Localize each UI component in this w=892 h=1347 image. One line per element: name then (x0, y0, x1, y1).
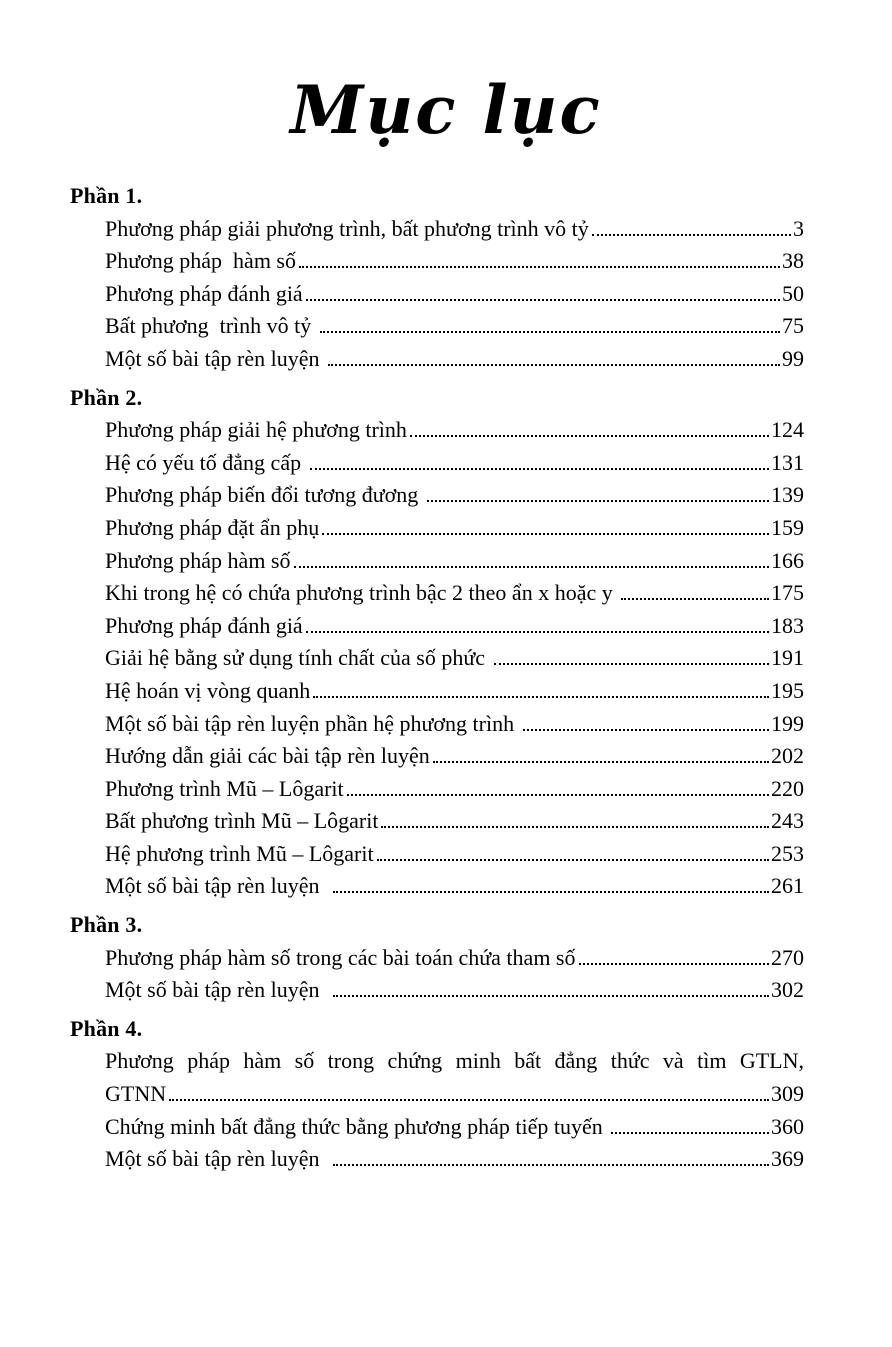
toc-entry (70, 512, 804, 545)
toc-entry-page: 50 (782, 280, 804, 306)
dot-leader (523, 729, 769, 731)
toc-entry-label: Hệ có yếu tố đẳng cấp (105, 449, 307, 475)
dot-leader (306, 299, 780, 301)
toc-entry (70, 610, 804, 643)
toc-entry (70, 278, 804, 311)
dot-leader (299, 266, 780, 268)
section-heading: Phần 2. (70, 384, 143, 410)
section-heading: Phần 4. (70, 1015, 143, 1041)
toc-entry-page: 220 (771, 775, 804, 801)
toc-entry-page: 99 (782, 345, 804, 371)
toc-entry-label: GTNN (105, 1081, 167, 1107)
toc-entry-page: 270 (771, 944, 804, 970)
dot-leader (611, 1132, 769, 1134)
toc-entry-label: Bất phương trình vô tỷ (105, 313, 317, 339)
dot-leader (169, 1099, 769, 1101)
toc-entry-label: Một số bài tập rèn luyện (105, 1146, 331, 1172)
dot-leader (333, 891, 769, 893)
toc-entry-label: Hệ hoán vị vòng quanh (105, 677, 311, 703)
dot-leader (579, 963, 770, 965)
toc-entry (70, 740, 804, 773)
toc-entry-page: 166 (771, 547, 804, 573)
toc-entry (70, 1078, 804, 1111)
toc-entry-page: 191 (771, 645, 804, 671)
toc-entry-page: 261 (771, 873, 804, 899)
toc-entry-page: 202 (771, 743, 804, 769)
toc-entry-page: 360 (771, 1113, 804, 1139)
toc-entry (70, 577, 804, 610)
toc-entry-page: 3 (793, 215, 804, 241)
dot-leader (322, 533, 769, 535)
toc-entry-label: Chứng minh bất đẳng thức bằng phương pháp tiếp tuyến (105, 1113, 609, 1139)
dot-leader (313, 696, 769, 698)
toc-entry (70, 805, 804, 838)
toc-entry-label: Bất phương trình Mũ – Lôgarit (105, 808, 379, 834)
dot-leader (427, 500, 769, 502)
toc-entry (70, 942, 804, 975)
toc-entry-label: Phương pháp giải phương trình, bất phương trình vô tỷ (105, 215, 589, 241)
toc-entry-page: 253 (771, 840, 804, 866)
toc-entry-label: Phương pháp đặt ẩn phụ (105, 514, 320, 540)
toc-entry (70, 310, 804, 343)
toc-entry-page: 139 (771, 482, 804, 508)
dot-leader (381, 826, 769, 828)
toc-entry-label: Phương pháp hàm số (105, 547, 291, 573)
toc-entry (70, 870, 804, 903)
toc-entry (70, 479, 804, 512)
dot-leader (347, 794, 769, 796)
toc-entry-page: 183 (771, 612, 804, 638)
toc-entry (70, 838, 804, 871)
toc-entry (70, 1143, 804, 1176)
toc-entry-page: 75 (782, 313, 804, 339)
toc-entry (70, 245, 804, 278)
toc-entry-label: Một số bài tập rèn luyện (105, 345, 325, 371)
toc-entry (70, 343, 804, 376)
toc-entry-page: 195 (771, 677, 804, 703)
toc-entry-page: 175 (771, 580, 804, 606)
toc-entry (70, 675, 804, 708)
toc-entry-wrapped-line: Phương pháp hàm số trong chứng minh bất đẳng thức và tìm GTLN, (105, 1048, 804, 1074)
toc-entry-page: 309 (771, 1081, 804, 1107)
toc-list (70, 180, 804, 1176)
dot-leader (494, 663, 769, 665)
toc-entry (70, 1111, 804, 1144)
toc-entry-page: 243 (771, 808, 804, 834)
toc-entry-label: Phương pháp hàm số trong các bài toán chứa tham số (105, 944, 576, 970)
toc-entry-label: Giải hệ bằng sử dụng tính chất của số phức (105, 645, 491, 671)
dot-leader (410, 435, 769, 437)
toc-entry (70, 213, 804, 246)
toc-entry-label: Phương pháp giải hệ phương trình (105, 417, 407, 443)
toc-entry-page: 199 (771, 710, 804, 736)
dot-leader (294, 566, 770, 568)
dot-leader (306, 631, 769, 633)
toc-entry-page: 38 (782, 248, 804, 274)
dot-leader (320, 331, 780, 333)
toc-entry-page: 124 (771, 417, 804, 443)
toc-entry-label: Phương trình Mũ – Lôgarit (105, 775, 344, 801)
dot-leader (592, 234, 791, 236)
dot-leader (333, 1164, 769, 1166)
toc-entry-label: Một số bài tập rèn luyện (105, 977, 331, 1003)
dot-leader (328, 364, 780, 366)
toc-entry-label: Một số bài tập rèn luyện (105, 873, 331, 899)
toc-entry-page: 131 (771, 449, 804, 475)
toc-entry (70, 642, 804, 675)
toc-entry-label: Phương pháp hàm số (105, 248, 296, 274)
dot-leader (621, 598, 769, 600)
toc-entry-label: Hướng dẫn giải các bài tập rèn luyện (105, 743, 430, 769)
dot-leader (433, 761, 769, 763)
toc-entry-page: 369 (771, 1146, 804, 1172)
toc-entry-page: 302 (771, 977, 804, 1003)
dot-leader (333, 995, 769, 997)
section-heading: Phần 3. (70, 912, 143, 938)
toc-entry (70, 545, 804, 578)
dot-leader (377, 859, 769, 861)
section-heading: Phần 1. (70, 183, 143, 208)
toc-entry-label: Một số bài tập rèn luyện phần hệ phương trình (105, 710, 520, 736)
toc-entry-label: Phương pháp đánh giá (105, 612, 303, 638)
toc-entry-label: Khi trong hệ có chứa phương trình bậc 2 theo ẩn x hoặc y (105, 580, 619, 606)
toc-entry-label: Phương pháp biến đổi tương đương (105, 482, 424, 508)
toc-entry (70, 773, 804, 806)
toc-entry (70, 974, 804, 1007)
dot-leader (310, 468, 769, 470)
toc-title: Mục lục (290, 71, 602, 149)
toc-entry-page: 159 (771, 514, 804, 540)
toc-entry (70, 414, 804, 447)
toc-entry-label: Phương pháp đánh giá (105, 280, 303, 306)
toc-entry (70, 708, 804, 741)
toc-entry-label: Hệ phương trình Mũ – Lôgarit (105, 840, 374, 866)
toc-entry (70, 447, 804, 480)
